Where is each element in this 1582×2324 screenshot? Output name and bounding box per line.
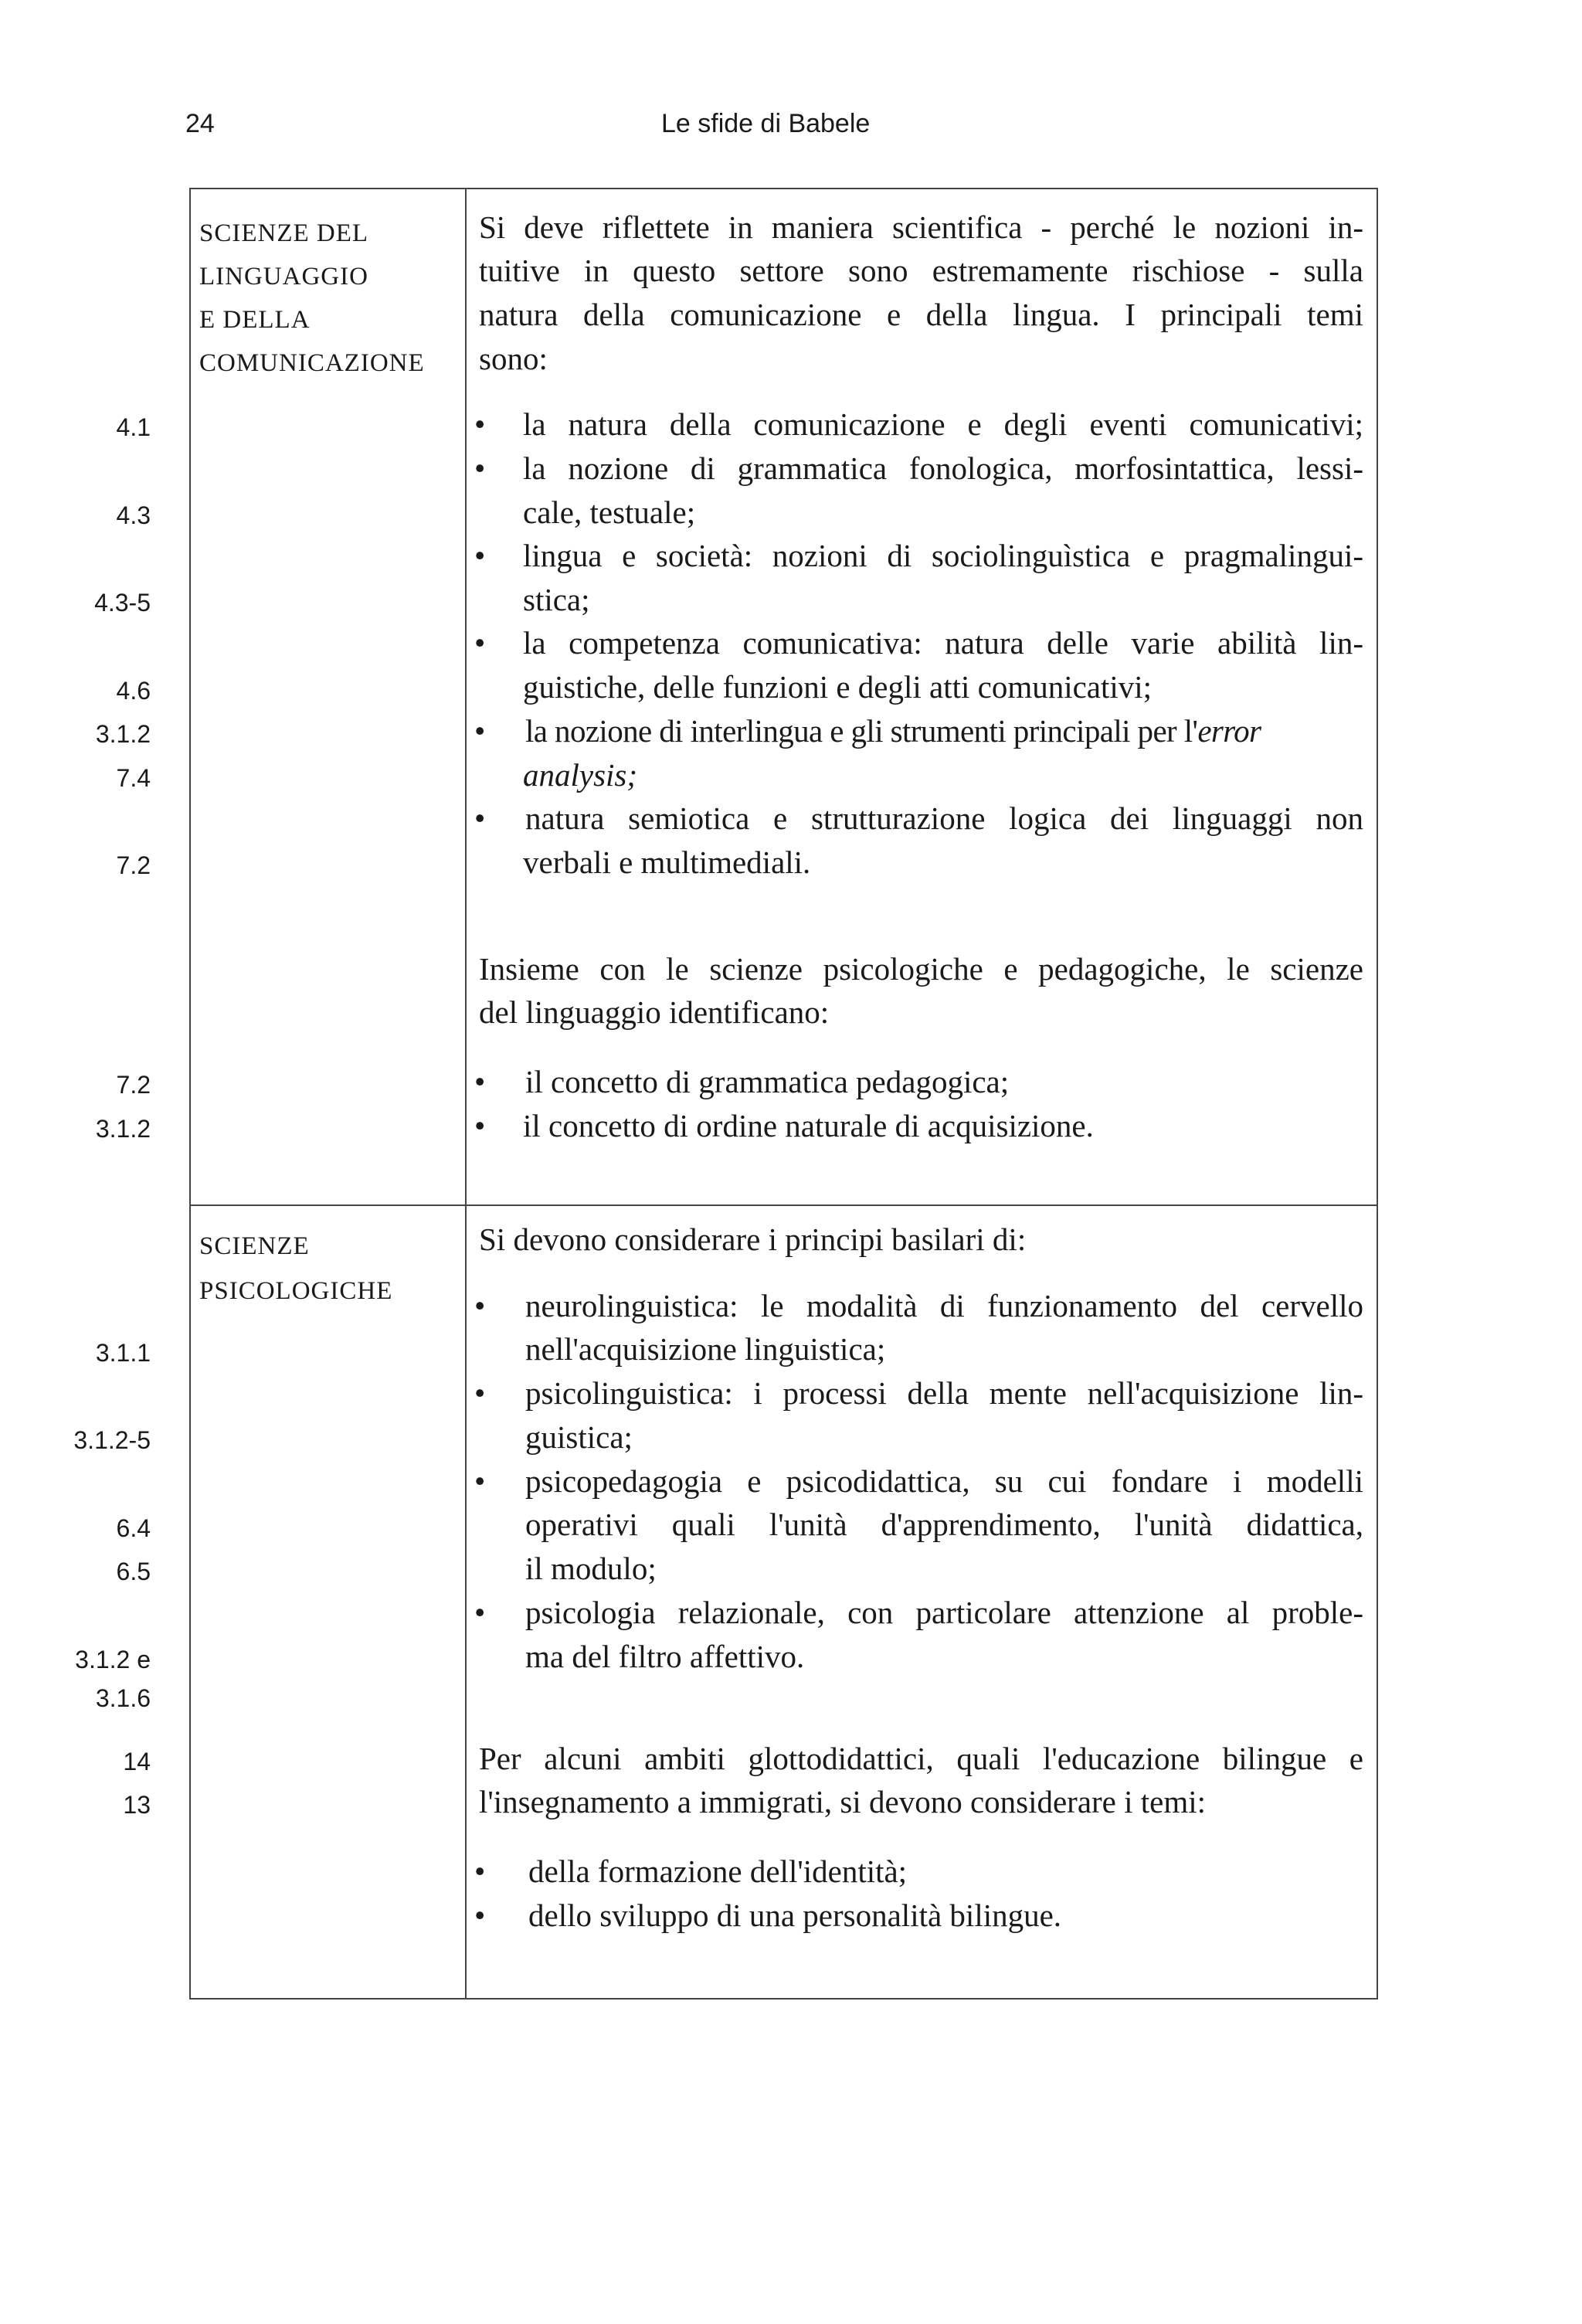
category-linguaggio (199, 212, 425, 385)
list-item-cont: analysis; (523, 757, 638, 793)
list-item: dello sviluppo di una personalità bilingue. (528, 1898, 1062, 1933)
margin-ref: 3.1.2 (95, 1115, 151, 1143)
bullet-icon: • (474, 1463, 486, 1499)
bullet-icon: • (474, 1853, 486, 1889)
margin-ref: 7.4 (116, 764, 151, 792)
margin-ref: 13 (123, 1791, 151, 1819)
bullet-icon: • (474, 1375, 486, 1411)
table-row-divider (189, 1204, 1378, 1206)
text-line: l'insegnamento a immigrati, si devono considerare i temi: (479, 1784, 1207, 1819)
margin-ref: 4.6 (116, 677, 151, 705)
bullet-icon: • (474, 800, 486, 836)
list-item: psicologia relazionale, con particolare attenzione al proble- (525, 1595, 1363, 1630)
list-item-cont: ma del filtro affettivo. (525, 1639, 805, 1674)
text-line: del linguaggio identificano: (479, 994, 830, 1030)
bullet-icon: • (474, 538, 486, 573)
list-item: psicolinguistica: i processi della mente nell'acquisizione lin- (525, 1375, 1363, 1411)
margin-ref: 3.1.2 e (75, 1646, 151, 1673)
text-line: natura della comunicazione e della lingua. I principali temi (479, 297, 1363, 332)
list-item-cont: il modulo; (525, 1551, 657, 1586)
margin-ref: 3.1.1 (95, 1339, 151, 1367)
page-number: 24 (185, 109, 215, 138)
list-item: la competenza comunicativa: natura delle varie abilità lin- (523, 625, 1363, 661)
category-psicologiche (199, 1224, 392, 1313)
text-line: Insieme con le scienze psicologiche e pedagogiche, le scienze (479, 951, 1363, 987)
list-item: la natura della comunicazione e degli eventi comunicativi; (523, 406, 1363, 442)
margin-ref: 14 (123, 1748, 151, 1775)
category-line: SCIENZE DEL (199, 219, 369, 247)
list-item-cont: operativi quali l'unità d'apprendimento, l'unità didattica, (525, 1507, 1363, 1542)
margin-ref: 3.1.2-5 (73, 1426, 151, 1454)
text-line: Si deve riflettete in maniera scientifica - perché le nozioni in- (479, 209, 1363, 245)
text-line: tuitive in questo settore sono estremamente rischiose - sulla (479, 253, 1363, 288)
bullet-icon: • (474, 713, 486, 749)
margin-ref: 6.5 (116, 1558, 151, 1585)
bullet-icon: • (474, 1064, 486, 1099)
bullet-icon: • (474, 625, 486, 661)
margin-ref: 4.1 (116, 413, 151, 441)
text-line: sono: (479, 341, 548, 376)
text-line: Per alcuni ambiti glottodidattici, quali l'educazione bilingue e (479, 1741, 1363, 1776)
text-line: Si devono considerare i principi basilari di: (479, 1221, 1027, 1257)
list-item-cont: guistica; (525, 1419, 633, 1455)
list-item: il concetto di grammatica pedagogica; (525, 1064, 1010, 1099)
bullet-icon: • (474, 1595, 486, 1630)
list-item: il concetto di ordine naturale di acquisizione. (523, 1108, 1094, 1143)
margin-ref: 3.1.6 (95, 1684, 151, 1712)
bullet-icon: • (474, 1288, 486, 1323)
bullet-icon: • (474, 406, 486, 442)
list-item-cont: verbali e multimediali. (523, 844, 811, 880)
bullet-icon: • (474, 1108, 486, 1143)
list-item-text: la nozione di interlingua e gli strumenti principali per l' (525, 713, 1198, 749)
list-item: della formazione dell'identità; (528, 1853, 908, 1889)
list-item: psicopedagogia e psicodidattica, su cui fondare i modelli (525, 1463, 1363, 1499)
list-item-cont: guistiche, delle funzioni e degli atti comunicativi; (523, 669, 1153, 705)
margin-ref: 3.1.2 (95, 720, 151, 748)
list-item: natura semiotica e strutturazione logica dei linguaggi non (525, 800, 1363, 836)
margin-ref: 6.4 (116, 1514, 151, 1542)
category-line: E DELLA (199, 306, 311, 334)
table-column-divider (465, 188, 467, 2000)
margin-ref: 7.2 (116, 1071, 151, 1099)
running-title: Le sfide di Babele (661, 109, 871, 138)
list-item-cont: nell'acquisizione linguistica; (525, 1331, 886, 1367)
margin-ref: 4.3-5 (94, 589, 151, 617)
category-line: PSICOLOGICHE (199, 1277, 393, 1305)
list-item: lingua e società: nozioni di sociolinguìstica e pragmalingui- (523, 538, 1363, 573)
list-item-cont: cale, testuale; (523, 494, 696, 530)
list-item: la nozione di grammatica fonologica, morfosintattica, lessi- (523, 450, 1363, 486)
bullet-icon: • (474, 450, 486, 486)
category-line: COMUNICAZIONE (199, 349, 425, 377)
list-item-cont: stica; (523, 582, 590, 617)
list-item-italic: error (1197, 713, 1261, 749)
bullet-icon: • (474, 1898, 486, 1933)
list-item: neurolinguistica: le modalità di funzionamento del cervello (525, 1288, 1363, 1323)
margin-ref: 4.3 (116, 501, 151, 529)
list-item (525, 712, 1363, 749)
margin-ref: 7.2 (116, 851, 151, 879)
category-line: LINGUAGGIO (199, 263, 368, 290)
category-line: SCIENZE (199, 1232, 310, 1260)
